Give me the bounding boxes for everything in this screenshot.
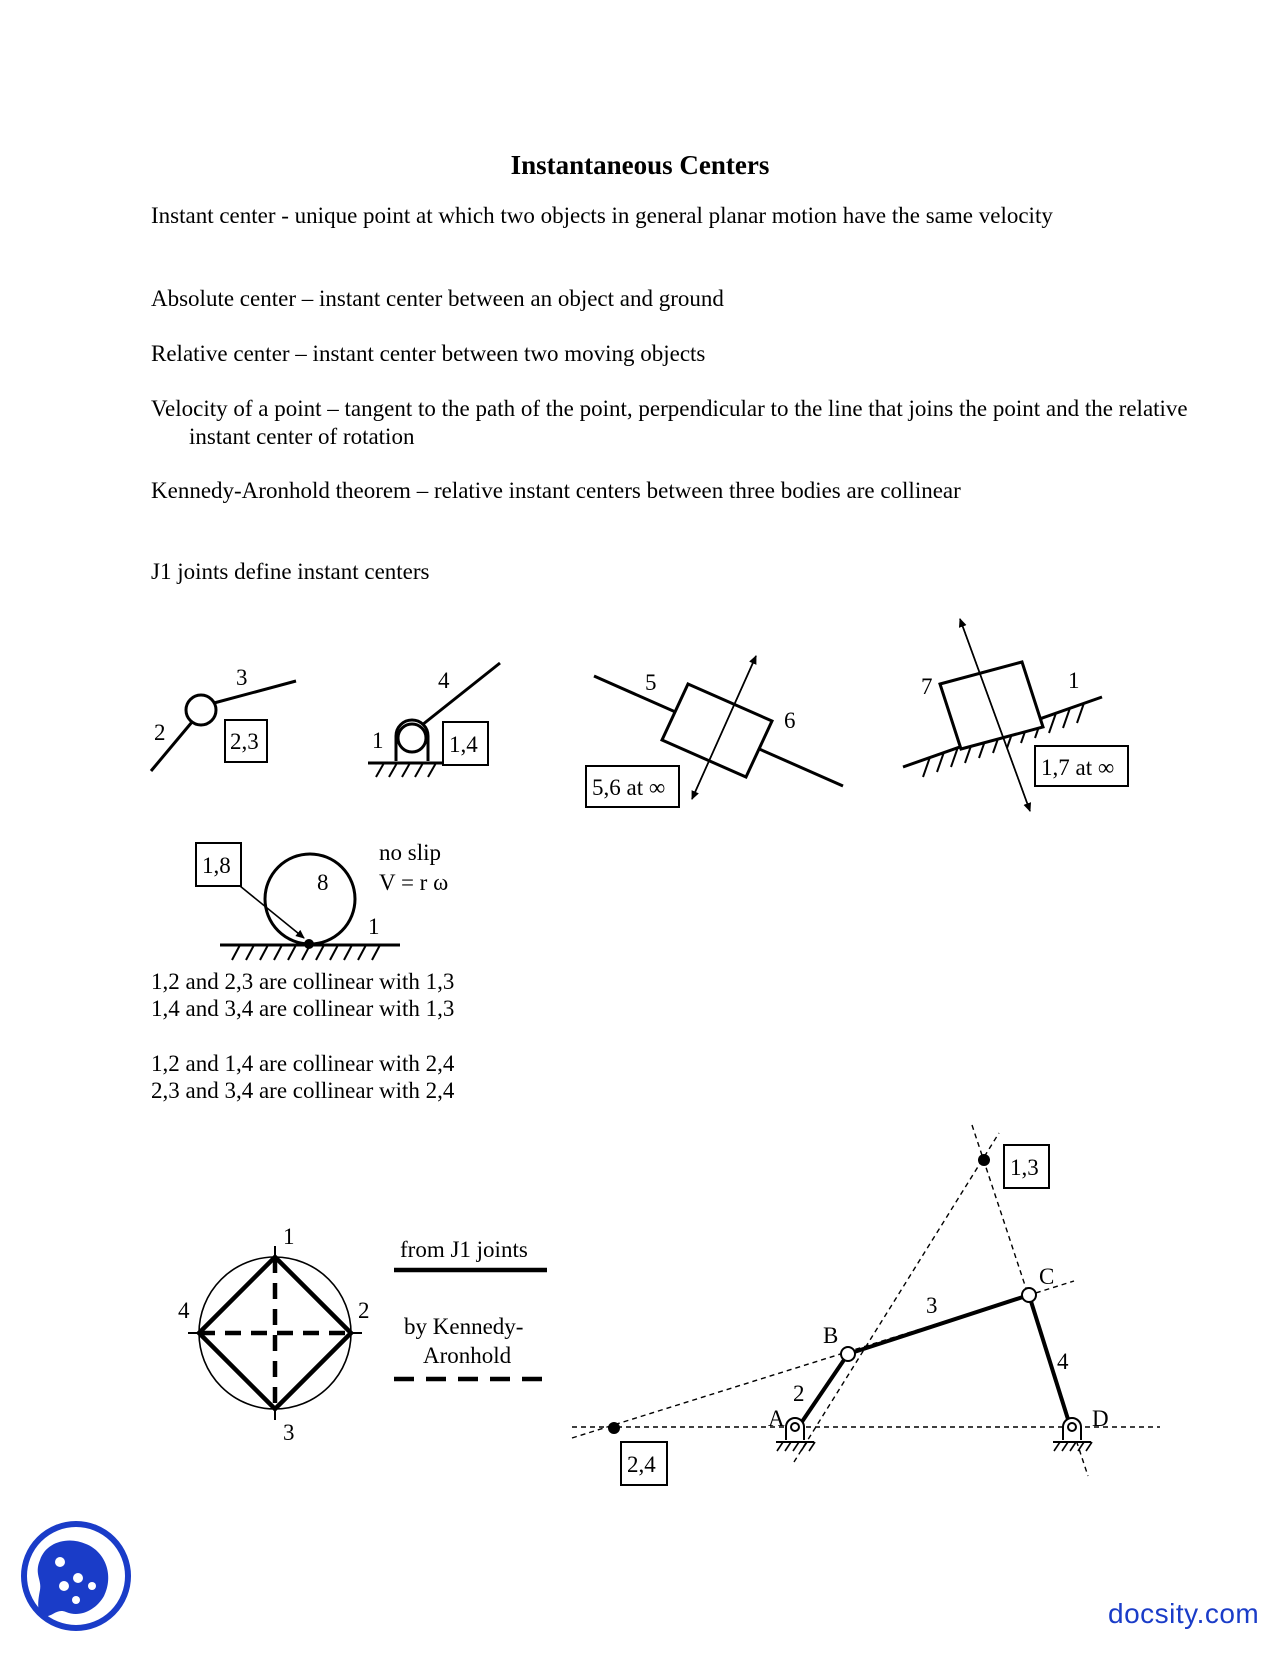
- collinear-note: 1,4 and 3,4 are collinear with 1,3: [151, 996, 455, 1021]
- collinear-note: 1,2 and 1,4 are collinear with 2,4: [151, 1051, 455, 1076]
- j1-heading: J1 joints define instant centers: [151, 559, 430, 584]
- node-label: 3: [283, 1420, 295, 1445]
- definition-absolute-center: Absolute center – instant center between an object and ground: [151, 286, 724, 311]
- docsity-logo-icon: [20, 1520, 132, 1632]
- collinear-note: 2,3 and 3,4 are collinear with 2,4: [151, 1078, 455, 1103]
- legend: [394, 1237, 547, 1379]
- center-label: 2,4: [627, 1452, 656, 1477]
- point-label: C: [1039, 1264, 1055, 1289]
- node-label: 1: [283, 1224, 295, 1249]
- link-label: 3: [926, 1293, 938, 1318]
- link-label: 2: [793, 1381, 805, 1406]
- definition-velocity-of-point: Velocity of a point – tangent to the path of the point, perpendicular to the line that joins the point and the relative instant center of rotation: [151, 396, 1188, 449]
- node-label: 4: [178, 1298, 190, 1323]
- center-label: 1,3: [1010, 1155, 1039, 1180]
- center-label: 5,6 at ∞: [592, 775, 666, 800]
- center-label: 1,7 at ∞: [1041, 755, 1115, 780]
- point-label: A: [768, 1406, 785, 1431]
- center-label: 1,4: [449, 732, 478, 757]
- definition-kennedy-aronhold: Kennedy-Aronhold theorem – relative instant centers between three bodies are collinear: [151, 478, 961, 503]
- page-title: Instantaneous Centers: [510, 150, 770, 180]
- legend-dashed-label: Aronhold: [423, 1343, 512, 1368]
- point-label: D: [1092, 1406, 1109, 1431]
- rolling-note: no slip: [379, 840, 441, 865]
- link-label: 7: [921, 674, 933, 699]
- link-label: 3: [236, 665, 248, 690]
- link-label: 1: [368, 914, 380, 939]
- link-label: 8: [317, 870, 329, 895]
- legend-dashed-label: by Kennedy-: [404, 1314, 524, 1339]
- collinear-note: 1,2 and 2,3 are collinear with 1,3: [151, 969, 455, 994]
- pin-joint-figure: [151, 665, 296, 771]
- slider-figure: [586, 656, 843, 807]
- ground-pin-figure: [368, 663, 500, 777]
- ground-slider-figure: [903, 619, 1128, 811]
- center-label: 1,8: [202, 853, 231, 878]
- fourbar-diagram: [572, 1125, 1160, 1485]
- link-label: 1: [1068, 668, 1080, 693]
- rolling-contact-figure: [196, 840, 448, 960]
- definition-relative-center: Relative center – instant center between two moving objects: [151, 341, 706, 366]
- link-label: 2: [154, 720, 166, 745]
- link-label: 5: [645, 670, 657, 695]
- rolling-formula: V = r ω: [379, 870, 449, 895]
- docsity-watermark[interactable]: docsity.com: [1108, 1598, 1260, 1629]
- legend-solid-label: from J1 joints: [400, 1237, 528, 1262]
- node-label: 2: [358, 1298, 370, 1323]
- link-label: 1: [372, 728, 384, 753]
- circle-diagram: [178, 1224, 370, 1445]
- link-label: 4: [1057, 1349, 1069, 1374]
- center-label: 2,3: [230, 729, 259, 754]
- point-label: B: [823, 1323, 839, 1348]
- link-label: 4: [438, 668, 450, 693]
- definition-instant-center: Instant center - unique point at which two objects in general planar motion have the same velocity: [151, 203, 1053, 228]
- link-label: 6: [784, 708, 796, 733]
